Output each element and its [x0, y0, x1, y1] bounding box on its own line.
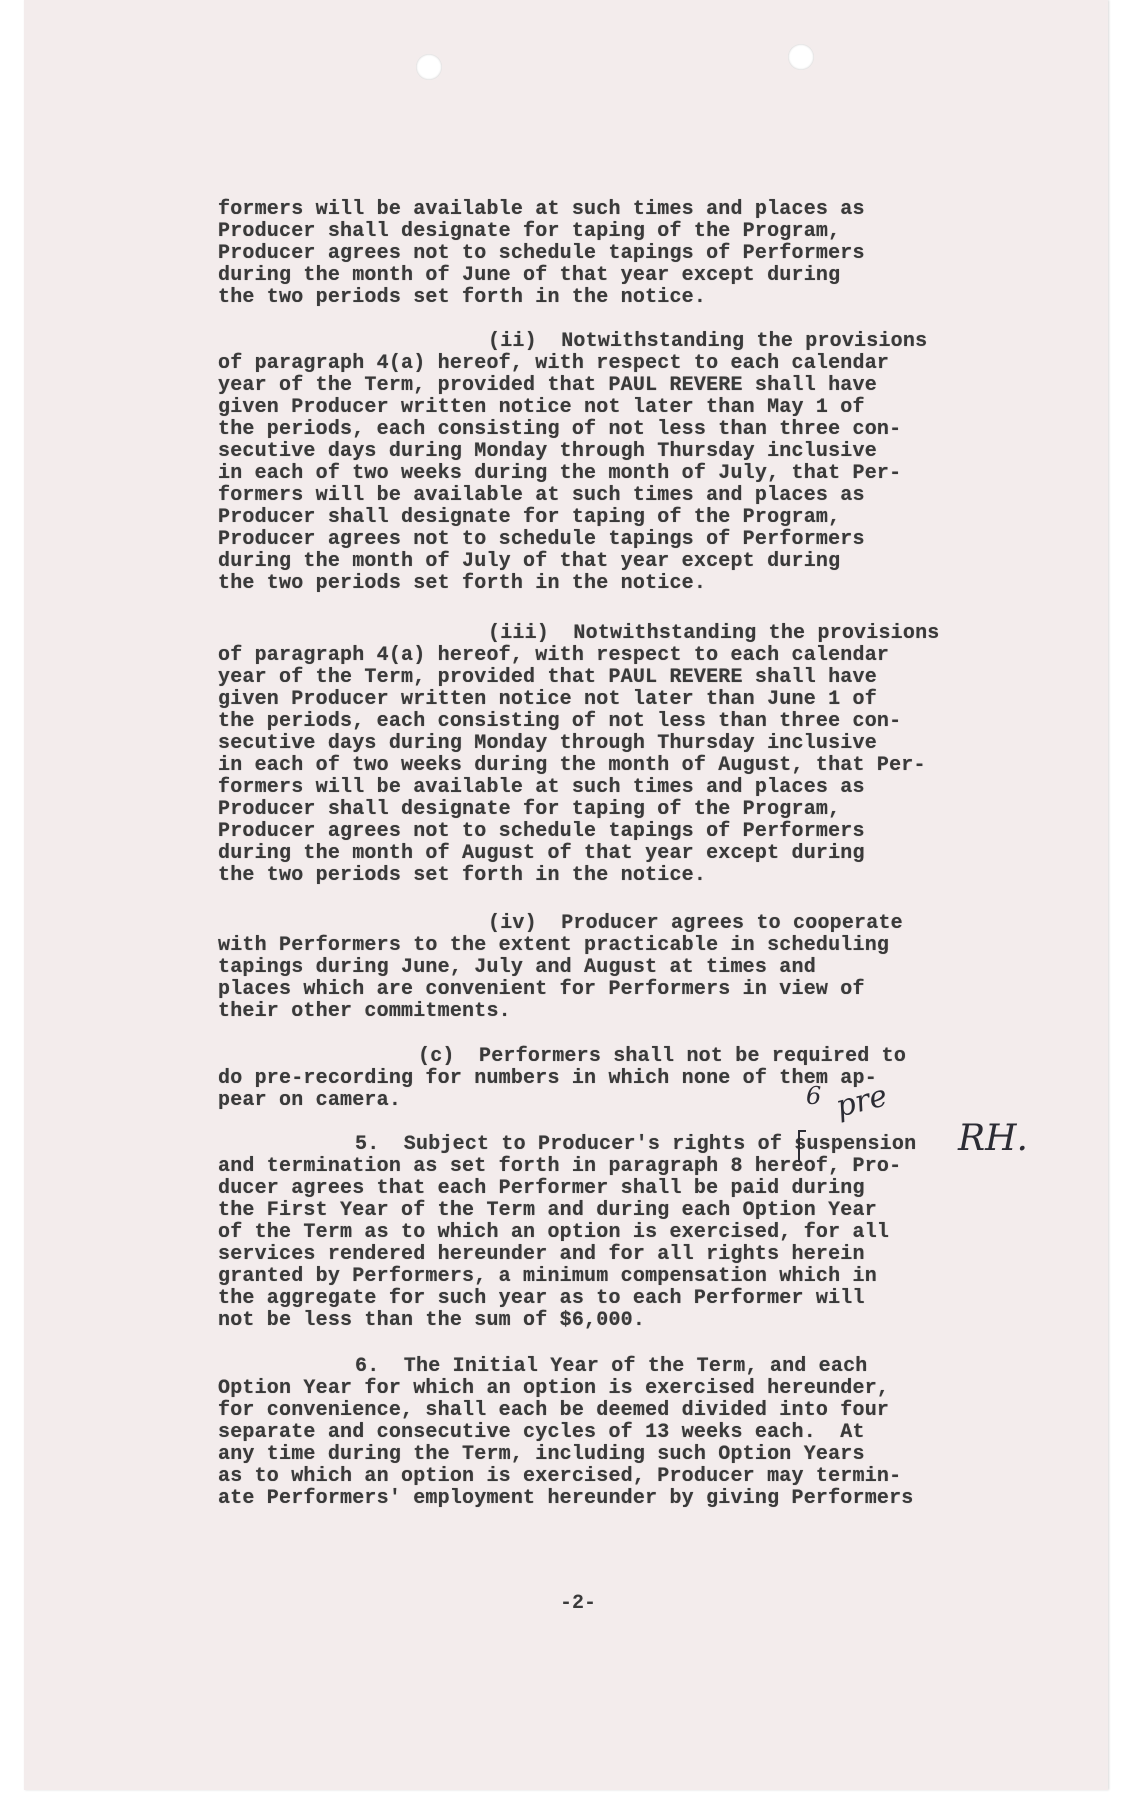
text-line: ducer agrees that each Performer shall be paid during [218, 1177, 865, 1200]
text-line: (iv) Producer agrees to cooperate [488, 912, 903, 935]
text-line: (c) Performers shall not be required to [418, 1045, 907, 1068]
handwritten-insert-number: 6 [806, 1082, 822, 1110]
text-line: the aggregate for such year as to each Performer will [218, 1287, 865, 1310]
text-line: the two periods set forth in the notice. [218, 864, 707, 887]
text-line: and termination as set forth in paragraph 8 hereof, Pro- [218, 1155, 902, 1178]
text-line: the two periods set forth in the notice. [218, 572, 707, 595]
text-line: Option Year for which an option is exercised hereunder, [218, 1377, 890, 1400]
text-line: during the month of July of that year except during [218, 550, 841, 573]
text-line: secutive days during Monday through Thursday inclusive [218, 732, 877, 755]
text-line: formers will be available at such times and places as [218, 198, 865, 221]
handwritten-insert-word: pre [832, 1078, 891, 1125]
text-line: as to which an option is exercised, Producer may termin- [218, 1465, 902, 1488]
punch-hole-left [416, 54, 442, 80]
text-line: 6. The Initial Year of the Term, and each [355, 1355, 868, 1378]
text-line: year of the Term, provided that PAUL REVERE shall have [218, 666, 877, 689]
page-number: -2- [560, 1592, 597, 1615]
text-line: (ii) Notwithstanding the provisions [488, 330, 928, 353]
text-line: in each of two weeks during the month of August, that Per- [218, 754, 926, 777]
text-line: Producer shall designate for taping of the Program, [218, 798, 841, 821]
text-line: any time during the Term, including such Option Years [218, 1443, 865, 1466]
text-line: of the Term as to which an option is exercised, for all [218, 1221, 890, 1244]
text-line: the First Year of the Term and during each Option Year [218, 1199, 877, 1222]
text-line: of paragraph 4(a) hereof, with respect to each calendar [218, 644, 890, 667]
text-line: with Performers to the extent practicable in scheduling [218, 934, 890, 957]
text-line: (iii) Notwithstanding the provisions [488, 622, 940, 645]
punch-hole-right [788, 44, 814, 70]
text-line: places which are convenient for Performers in view of [218, 978, 865, 1001]
text-line: separate and consecutive cycles of 13 weeks each. At [218, 1421, 865, 1444]
text-line: formers will be available at such times and places as [218, 776, 865, 799]
text-line: year of the Term, provided that PAUL REVERE shall have [218, 374, 877, 397]
text-line: during the month of August of that year except during [218, 842, 865, 865]
text-line: not be less than the sum of $6,000. [218, 1309, 646, 1332]
text-line: Producer shall designate for taping of the Program, [218, 506, 841, 529]
text-line: the periods, each consisting of not less than three con- [218, 418, 902, 441]
handwritten-initials: RH. [958, 1118, 1028, 1159]
text-line: Producer agrees not to schedule tapings of Performers [218, 820, 865, 843]
text-line: during the month of June of that year except during [218, 264, 841, 287]
text-line: secutive days during Monday through Thursday inclusive [218, 440, 877, 463]
text-line: Producer shall designate for taping of the Program, [218, 220, 841, 243]
text-line: Producer agrees not to schedule tapings of Performers [218, 242, 865, 265]
text-line: do pre-recording for numbers in which none of them ap- [218, 1067, 877, 1090]
text-line: the two periods set forth in the notice. [218, 286, 707, 309]
text-line: tapings during June, July and August at times and [218, 956, 816, 979]
text-line: services rendered hereunder and for all rights herein [218, 1243, 865, 1266]
text-line: 5. Subject to Producer's rights of suspension [355, 1133, 917, 1156]
text-line: given Producer written notice not later than May 1 of [218, 396, 865, 419]
text-line: the periods, each consisting of not less than three con- [218, 710, 902, 733]
text-line: given Producer written notice not later than June 1 of [218, 688, 877, 711]
text-line: of paragraph 4(a) hereof, with respect to each calendar [218, 352, 890, 375]
text-line: their other commitments. [218, 1000, 511, 1023]
text-line: ate Performers' employment hereunder by giving Performers [218, 1487, 914, 1510]
text-line: for convenience, shall each be deemed divided into four [218, 1399, 890, 1422]
text-line: pear on camera. [218, 1089, 402, 1112]
text-line: in each of two weeks during the month of July, that Per- [218, 462, 902, 485]
text-line: granted by Performers, a minimum compensation which in [218, 1265, 877, 1288]
text-line: formers will be available at such times and places as [218, 484, 865, 507]
text-line: Producer agrees not to schedule tapings of Performers [218, 528, 865, 551]
insertion-caret [798, 1130, 806, 1162]
